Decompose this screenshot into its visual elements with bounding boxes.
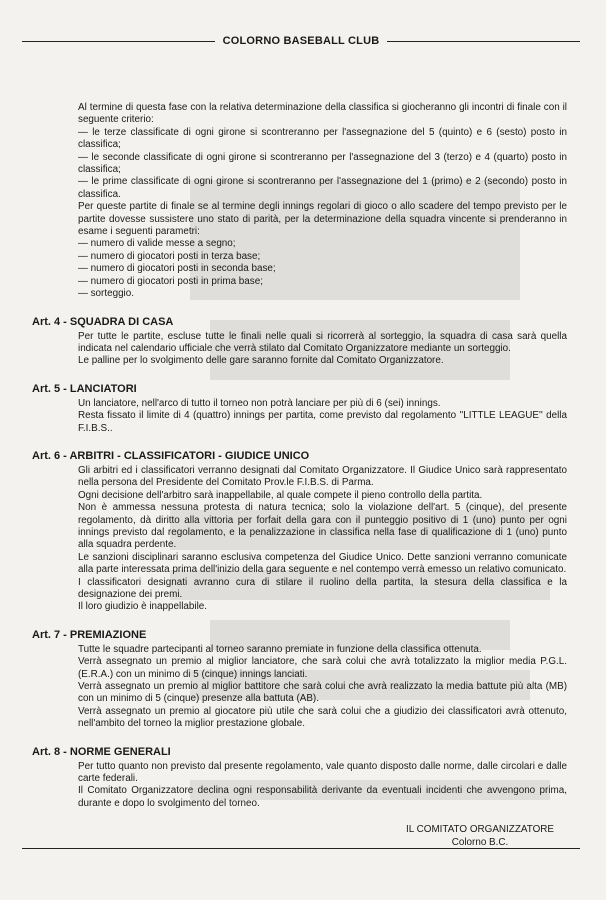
article-body bbox=[32, 465, 567, 614]
header-rule-right bbox=[387, 41, 580, 42]
article-8 bbox=[32, 745, 567, 811]
article-paragraph: Per tutte le partite, escluse tutte le finali nelle quali si ricorrerà al sorteggio, la squadra di casa sarà quella indicata nel calendario ufficiale che verrà stilato dal Comitato Organizzatore mediante un sorteggio. bbox=[78, 330, 567, 354]
intro-list-item: — numero di giocatori posti in prima base; bbox=[78, 275, 263, 287]
article-paragraph: Le sanzioni disciplinari saranno esclusiva competenza del Giudice Unico. Dette sanzioni verranno comunicate alla parte interessata prima dell'inizio della gara seguente e nel contempo verrà emesso un relativo comunicato. bbox=[78, 551, 567, 576]
article-title: Art. 7 - PREMIAZIONE bbox=[32, 628, 147, 641]
article-paragraph: Ogni decisione dell'arbitro sarà inappellabile, al quale compete il pieno controllo della partita. bbox=[78, 489, 483, 501]
document-body bbox=[32, 102, 567, 849]
article-5 bbox=[32, 382, 567, 435]
page-header bbox=[22, 34, 580, 48]
article-paragraph: Verrà assegnato un premio al giocatore più utile che sarà colui che a giudizio dei classificatori avrà ottenuto, nell'ambito del torneo la miglior prestazione globale. bbox=[78, 705, 567, 730]
intro-list-item: — le prime classificate di ogni girone si scontreranno per l'assegnazione del 1 (primo) e 2 (secondo) posto in classifica. bbox=[78, 176, 567, 200]
article-7 bbox=[32, 628, 567, 731]
header-title: COLORNO BASEBALL CLUB bbox=[222, 35, 380, 47]
article-body bbox=[32, 761, 567, 811]
article-body bbox=[32, 331, 567, 368]
article-paragraph: Le palline per lo svolgimento delle gare saranno fornite dal Comitato Organizzatore. bbox=[78, 355, 444, 367]
article-4 bbox=[32, 315, 567, 368]
article-paragraph: Verrà assegnato un premio al miglior battitore che sarà colui che avrà realizzato la media battute più alta (MB) con un minimo di 5 (cinque) presenze alla battuta (AB). bbox=[78, 681, 567, 705]
article-body bbox=[32, 644, 567, 731]
article-paragraph: Gli arbitri ed i classificatori verranno designati dal Comitato Organizzatore. Il Giudice Unico sarà rappresentato nella persona del Presidente del Comitato Prov.le F.I.B.S. di Parma. bbox=[78, 464, 567, 489]
article-paragraph: Non è ammessa nessuna protesta di natura tecnica; solo la violazione dell'art. 5 (cinque), del presente regolamento, dà diritto alla vittoria per forfait della gara con il punteggio positivo di 1 (uno) punto per ogni innings previsto dal regolamento, e la penalizzazione in classifica nella fase di qualificazione di 1 (uno) punto alla squadra perdente. bbox=[78, 502, 567, 551]
article-6 bbox=[32, 449, 567, 614]
intro-paragraph: Al termine di questa fase con la relativa determinazione della classifica si giocheranno gli incontri di finale con il seguente criterio: bbox=[78, 102, 567, 126]
intro-section bbox=[32, 102, 567, 301]
intro-list-item: — numero di valide messe a segno; bbox=[78, 238, 236, 250]
intro-list-item: — numero di giocatori posti in seconda base; bbox=[78, 263, 276, 275]
article-title: Art. 4 - SQUADRA DI CASA bbox=[32, 315, 174, 328]
intro-list-item: — le terze classificate di ogni girone si scontreranno per l'assegnazione del 5 (quinto) e 6 (sesto) posto in classifica; bbox=[78, 126, 567, 151]
article-title: Art. 8 - NORME GENERALI bbox=[32, 745, 171, 758]
article-paragraph: Verrà assegnato un premio al miglior lanciatore, che sarà colui che avrà totalizzato la miglior media P.G.L. (E.R.A.) con un minimo di 5 (cinque) innings lanciati. bbox=[78, 656, 567, 680]
article-paragraph: Tutte le squadre partecipanti al torneo saranno premiate in funzione della classifica ottenuta. bbox=[78, 643, 482, 655]
footer-rule bbox=[22, 848, 580, 849]
intro-paragraph: Per queste partite di finale se al termine degli innings regolari di gioco o allo scadere del tempo previsto per le partite dovesse sussistere uno stato di parità, per la determinazione della squadra vincente si prenderanno in esame i seguenti parametri: bbox=[78, 201, 567, 238]
intro-list-item: — numero di giocatori posti in terza base; bbox=[78, 250, 261, 262]
article-paragraph: Un lanciatore, nell'arco di tutto il torneo non potrà lanciare per più di 6 (sei) innings. bbox=[78, 397, 441, 409]
signature-line: IL COMITATO ORGANIZZATORE bbox=[406, 824, 554, 836]
intro-list-item: — sorteggio. bbox=[78, 288, 134, 300]
article-paragraph: I classificatori designati avranno cura di stilare il ruolino della partita, la stesura della classifica e la designazione dei premi. bbox=[78, 576, 567, 600]
header-rule-left bbox=[22, 41, 215, 42]
article-paragraph: Il Comitato Organizzatore declina ogni responsabilità derivante da eventuali incidenti che avvengono prima, durante e dopo lo svolgimento del torneo. bbox=[78, 785, 567, 809]
article-paragraph: Per tutto quanto non previsto dal presente regolamento, vale quanto disposto dalle norme, dalle circolari e dalle carte federali. bbox=[78, 760, 567, 785]
article-title: Art. 6 - ARBITRI - CLASSIFICATORI - GIUDICE UNICO bbox=[32, 449, 310, 462]
article-title: Art. 5 - LANCIATORI bbox=[32, 382, 137, 395]
article-body bbox=[32, 398, 567, 435]
article-paragraph: Il loro giudizio è inappellabile. bbox=[78, 601, 208, 613]
intro-list-item: — le seconde classificate di ogni girone si scontreranno per l'assegnazione del 3 (terzo) e 4 (quarto) posto in classifica; bbox=[78, 151, 567, 176]
signature-block bbox=[32, 824, 560, 849]
article-paragraph: Resta fissato il limite di 4 (quattro) innings per partita, come previsto dal regolamento ''LITTLE LEAGUE'' della F.I.B.S.. bbox=[78, 410, 567, 434]
signature-line: Colorno B.C. bbox=[451, 836, 509, 848]
